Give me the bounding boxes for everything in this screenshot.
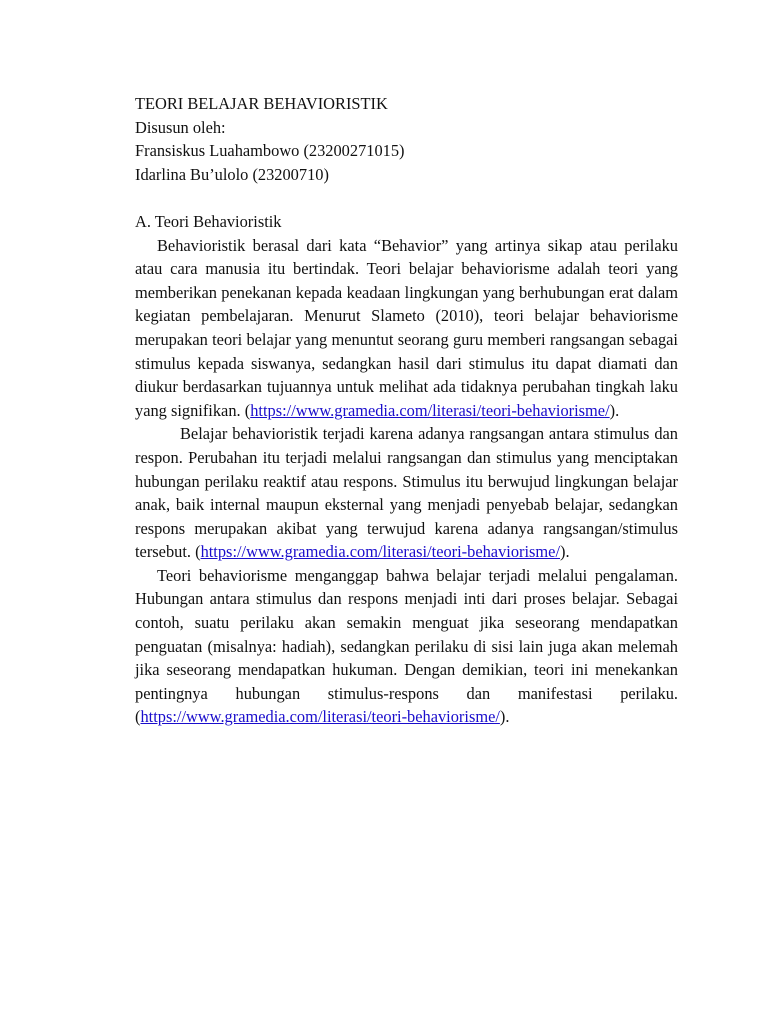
citation-link[interactable]: https://www.gramedia.com/literasi/teori-behaviorisme/ <box>250 400 610 420</box>
composed-by-label: Disusun oleh: <box>135 117 226 137</box>
document-title: TEORI BELAJAR BEHAVIORISTIK <box>135 94 388 113</box>
citation-open: ( <box>195 542 201 562</box>
section-heading: A. Teori Behavioristik <box>135 211 282 231</box>
citation-link[interactable]: https://www.gramedia.com/literasi/teori-behaviorisme/ <box>200 542 560 562</box>
citation-open: ( <box>135 707 141 727</box>
paragraph-2 <box>135 422 678 564</box>
citation-close: ). <box>609 400 620 420</box>
paragraph-1 <box>135 234 678 423</box>
author-1: Fransiskus Luahambowo (23200271015) <box>135 141 405 161</box>
citation-close: ). <box>499 707 510 727</box>
paragraph-text: Teori behaviorisme menganggap bahwa belajar terjadi melalui pengalaman. Hubungan antara stimulus dan respons menjadi inti dari proses belajar. Sebagai contoh, suatu perilaku akan semakin menguat jika seseorang mendapatkan penguatan (misalnya: hadiah), sedangkan perilaku di sisi lain juga akan melemah jika seseorang mendapatkan hukuman. Dengan demikian, teori ini menekankan pentingnya hubungan stimulus-respons dan manifestasi perilaku. <box>135 565 678 703</box>
author-2: Idarlina Bu’ulolo (23200710) <box>135 164 329 184</box>
paragraph-text: Behavioristik berasal dari kata “Behavior” yang artinya sikap atau perilaku atau cara manusia itu bertindak. Teori belajar behaviorisme adalah teori yang memberikan penekanan kepada keadaan lingkungan yang berhubungan erat dalam kegiatan pembelajaran. Menurut Slameto (2010), teori belajar behaviorisme merupakan teori belajar yang menuntut seorang guru memberi rangsangan sebagai stimulus kepada siswanya, sedangkan hasil dari stimulus itu dapat diamati dan diukur berdasarkan tujuannya untuk melihat ada tidaknya perubahan tingkah laku yang signifikan. <box>135 235 678 420</box>
citation-close: ). <box>560 542 570 562</box>
citation-open: ( <box>244 400 251 420</box>
document-body <box>135 92 678 729</box>
paragraph-3 <box>135 564 678 729</box>
spacer <box>135 186 678 210</box>
paragraph-text: Belajar behavioristik terjadi karena adanya rangsangan antara stimulus dan respon. Perubahan itu terjadi melalui rangsangan dan stimulus yang menciptakan hubungan perilaku reaktif atau respons. Stimulus itu berwujud lingkungan belajar anak, baik internal maupun eksternal yang menjadi penyebab belajar, sedangkan respons merupakan akibat yang terwujud karena adanya rangsangan/stimulus tersebut. <box>135 424 678 562</box>
citation-link[interactable]: https://www.gramedia.com/literasi/teori-behaviorisme/ <box>140 707 500 727</box>
